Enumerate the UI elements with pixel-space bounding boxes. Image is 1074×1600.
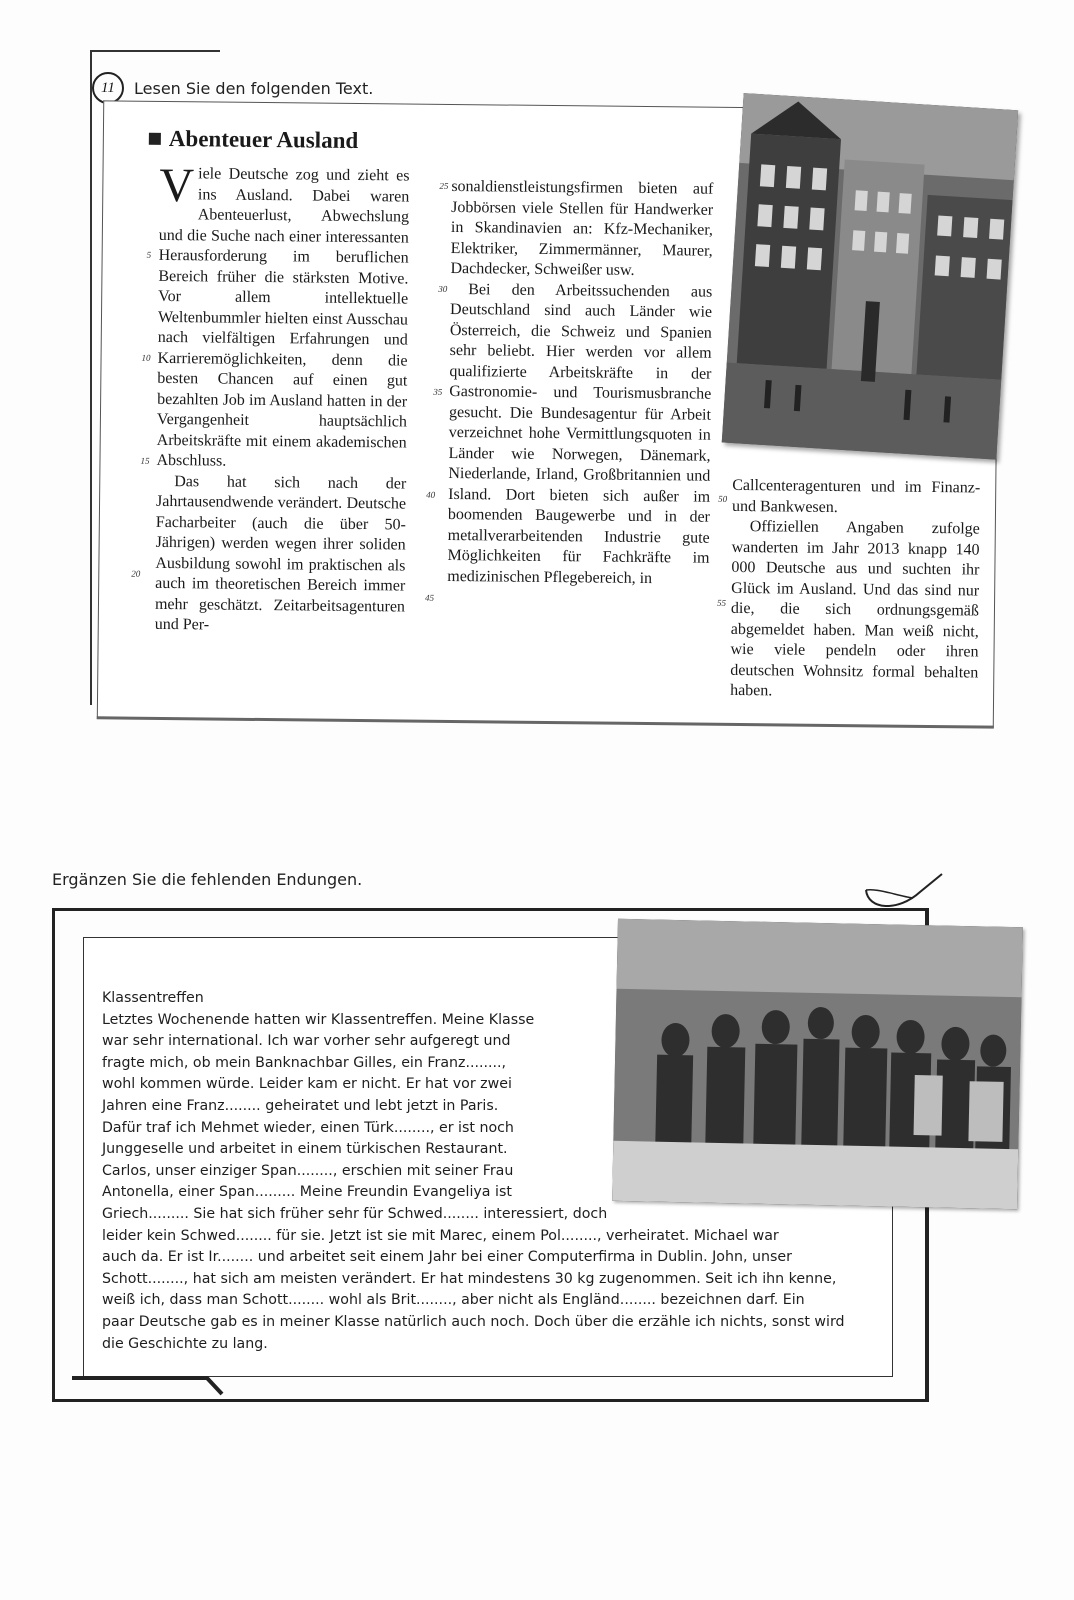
- article-paragraph: Das hat sich nach der Jahrtausendwende verändert. Deutsche Facharbeiter (auch die über 50-Jährigen) werden wegen ihrer soliden Ausbildung sowohl im praktischen als auch im theoretischen Bereich immer mehr geschätzt. Zeitarbeitsagenturen und Per-: [154, 472, 407, 634]
- exercise-number-badge: 11: [92, 72, 124, 104]
- article-paragraph: Bei den Arbeitssuchenden aus Deutschland sind auch Länder wie Österreich, die Schweiz und Spanien sehr beliebt. Hier werden vor allem qualifizierte Arbeitskräfte in der Gastronomie- und Tourismusbranche gesucht. Die Bundesagentur für Arbeit verzeichnet hohe Vermittlungsquoten in Länder wie Norwegen, Dänemark, Niederlande, Irland, Großbritannien und Island. Dort bieten sich außer im boomenden Baugewerbe und in der metallverarbeitenden Industrie gute Möglichkeiten für Fachkräfte im medizinischen Pflegebereich, in: [447, 280, 713, 587]
- exercise-bracket-line: [90, 50, 92, 705]
- text-line: Schott........, hat sich am meisten verändert. Er hat mindestens 30 kg zugenommen. Seit ich ihn kenne,: [102, 1270, 837, 1287]
- article-column-2: [447, 177, 713, 590]
- exercise-bracket-top: [90, 50, 220, 52]
- text-line: Letztes Wochenende hatten wir Klassentreffen. Meine Klasse: [102, 1011, 535, 1028]
- line-number: 45: [425, 592, 435, 603]
- text-line: paar Deutsche gab es in meiner Klasse natürlich auch noch. Doch über die erzähle ich nichts, sonst wird: [102, 1313, 845, 1330]
- line-number: 20: [131, 568, 141, 579]
- article-card: [97, 100, 1000, 728]
- drop-cap: V: [159, 158, 195, 213]
- text-line: Antonella, einer Span......... Meine Freundin Evangeliya ist: [102, 1184, 512, 1201]
- article-paragraph: Offiziellen Angaben zufolge wanderten im Jahr 2013 knapp 140 000 Deutsche aus und suchten ihr Glück im Ausland. Und das sind nur die, die sich ordnungsgemäß abgemeldet haben. Man weiß nicht, wie viele pendeln oder ihren deutschen Wohnsitz formal behalten haben.: [730, 518, 980, 700]
- city-street-photo: [722, 93, 1018, 460]
- text-line: Junggeselle und arbeitet in einem türkischen Restaurant.: [102, 1141, 508, 1158]
- text-line: Jahren eine Franz........ geheiratet und lebt jetzt in Paris.: [102, 1097, 499, 1114]
- line-number: 35: [433, 386, 443, 397]
- text-line: fragte mich, ob mein Banknachbar Gilles, ein Franz........,: [102, 1054, 507, 1071]
- exercise-box-outer: [52, 908, 929, 1402]
- article-paragraph: sonaldienstleistungsfirmen bieten auf Jobbörsen viele Stellen für Handwerker in Skandinavien an: Kfz-Mechaniker, Elektriker, Zimmermänner, Maurer, Dachdecker, Schweißer usw.: [450, 177, 714, 279]
- square-bullet-icon: [149, 133, 161, 145]
- line-number: 55: [716, 597, 727, 608]
- text-line: die Geschichte zu lang.: [102, 1335, 268, 1352]
- text-title: Klassentreffen: [102, 990, 204, 1006]
- article-paragraph: Callcenteragenturen und im Finanz- und Bankwesen.: [731, 476, 981, 516]
- text-line: weiß ich, dass man Schott........ wohl als Brit........, aber nicht als Engländ........ bezeichnen darf. Ein: [102, 1292, 805, 1309]
- article-title: Abenteuer Ausland: [149, 126, 359, 154]
- text-line: Carlos, unser einziger Span........, erschien mit seiner Frau: [102, 1162, 514, 1179]
- line-number: 30: [438, 283, 448, 294]
- text-line: war sehr international. Ich war vorher sehr aufgeregt und: [102, 1033, 511, 1050]
- line-number: 40: [426, 489, 436, 500]
- article-column-3: [730, 476, 980, 704]
- article-paragraph: iele Deutsche zog und zieht es ins Ausland. Dabei waren Abenteuerlust, Abwechslung und die Suche nach einer interessanten Herausforderung im beruflichen Bereich früher die stärksten Motive. Vor allem intellektuelle Weltenbummler hielten einst Ausschau nach vielfältigen Erfahrungen und Karrieremöglichkeiten, denn die besten Chancen auf einen gut bezahlten Job im Ausland hatten in der Vergangenheit hauptsächlich Arbeitskräfte mit einem akademischen Abschluss.: [156, 165, 410, 470]
- text-line: Griech......... Sie hat sich früher sehr für Schwed........ interessiert, doch: [102, 1205, 608, 1222]
- line-number: 15: [140, 455, 150, 466]
- line-number: 10: [141, 352, 151, 363]
- text-line: auch da. Er ist Ir........ und arbeitet seit einem Jahr bei einer Computerfirma in Dublin. John, unser: [102, 1249, 792, 1266]
- text-line: wohl kommen würde. Leider kam er nicht. Er hat vor zwei: [102, 1076, 512, 1093]
- text-line: Dafür traf ich Mehmet wieder, einen Türk........, er ist noch: [102, 1119, 514, 1136]
- article-column-1: [154, 158, 410, 638]
- line-number: 50: [718, 493, 728, 504]
- exercise-instruction: Ergänzen Sie die fehlenden Endungen.: [52, 870, 363, 889]
- line-number: 5: [146, 249, 152, 260]
- text-line: leider kein Schwed........ für sie. Jetzt ist sie mit Marec, einem Pol........, verheiratet. Michael war: [102, 1227, 779, 1244]
- exercise-11-header: [92, 72, 373, 104]
- exercise-instruction: Lesen Sie den folgenden Text.: [134, 78, 374, 98]
- decorative-tab-shape: [72, 1372, 232, 1396]
- class-reunion-photo: [612, 919, 1023, 1209]
- line-number: 25: [439, 180, 449, 191]
